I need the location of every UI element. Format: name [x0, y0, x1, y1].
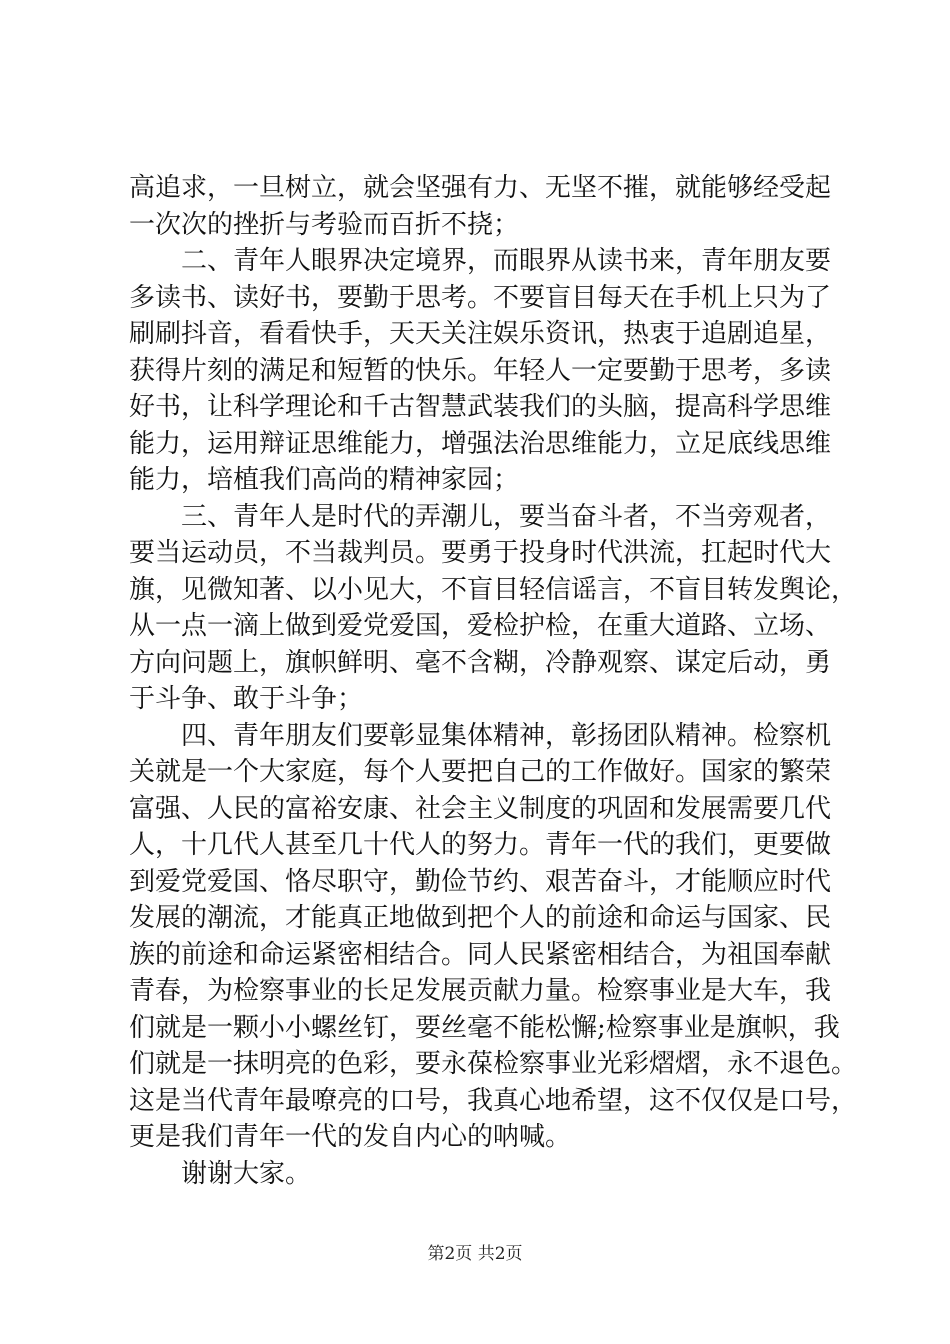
text-line: 多读书、读好书，要勤于思考。不要盲目每天在手机上只为了: [129, 282, 832, 313]
text-line: 青春，为检察事业的长足发展贡献力量。检察事业是大车，我: [129, 976, 832, 1006]
text-line: 从一点一滴上做到爱党爱国，爱检护检，在重大道路、立场、: [129, 611, 832, 641]
text-line: 旗，见微知著、以小见大，不盲目轻信谣言，不盲目转发舆论，: [129, 574, 858, 605]
text-line: 这是当代青年最嘹亮的口号，我真心地希望，这不仅仅是口号，: [129, 1085, 858, 1116]
text-line: 富强、人民的富裕安康、社会主义制度的巩固和发展需要几代: [129, 793, 832, 824]
page-footer: [0, 1243, 950, 1265]
text-line: 到爱党爱国、恪尽职守，勤俭节约、艰苦奋斗，才能顺应时代: [129, 866, 832, 897]
text-line: 能力，运用辩证思维能力，增强法治思维能力，立足底线思维: [129, 428, 832, 459]
text-line: 关就是一个大家庭，每个人要把自己的工作做好。国家的繁荣: [129, 757, 832, 787]
text-line: 一次次的挫折与考验而百折不挠；: [129, 209, 520, 240]
page-number: 第2页 共2页: [427, 1244, 523, 1264]
paragraph-start-line: 四、青年朋友们要彰显集体精神，彰扬团队精神。检察机: [181, 720, 832, 751]
text-line: 方向问题上，旗帜鲜明、毫不含糊，冷静观察、谋定后动，勇: [129, 647, 832, 678]
paragraph-start-line: 三、青年人是时代的弄潮儿，要当奋斗者，不当旁观者，: [181, 501, 832, 532]
paragraph-start-line: 二、青年人眼界决定境界，而眼界从读书来，青年朋友要: [181, 246, 832, 276]
text-line: 能力，培植我们高尚的精神家园；: [129, 465, 520, 495]
text-line: 获得片刻的满足和短暂的快乐。年轻人一定要勤于思考，多读: [129, 355, 832, 386]
text-line: 于斗争、敢于斗争；: [129, 684, 364, 714]
text-line: 要当运动员，不当裁判员。要勇于投身时代洪流，扛起时代大: [129, 538, 832, 568]
text-line: 高追求，一旦树立，就会坚强有力、无坚不摧，就能够经受起: [129, 173, 832, 203]
text-line: 们就是一抹明亮的色彩，要永葆检察事业光彩熠熠，永不退色。: [129, 1049, 858, 1079]
text-line: 人，十几代人甚至几十代人的努力。青年一代的我们，更要做: [129, 830, 832, 860]
closing-line: 谢谢大家。: [181, 1158, 312, 1189]
text-line: 族的前途和命运紧密相结合。同人民紧密相结合，为祖国奉献: [129, 939, 832, 970]
text-line: 好书，让科学理论和千古智慧武装我们的头脑，提高科学思维: [129, 392, 832, 422]
text-line: 更是我们青年一代的发自内心的呐喊。: [129, 1122, 572, 1152]
text-line: 刷刷抖音，看看快手，天天关注娱乐资讯，热衷于追剧追星，: [129, 319, 832, 349]
document-body: [129, 170, 858, 1192]
text-line: 发展的潮流，才能真正地做到把个人的前途和命运与国家、民: [129, 903, 832, 933]
text-line: 们就是一颗小小螺丝钉，要丝毫不能松懈;检察事业是旗帜，我: [129, 1012, 840, 1043]
